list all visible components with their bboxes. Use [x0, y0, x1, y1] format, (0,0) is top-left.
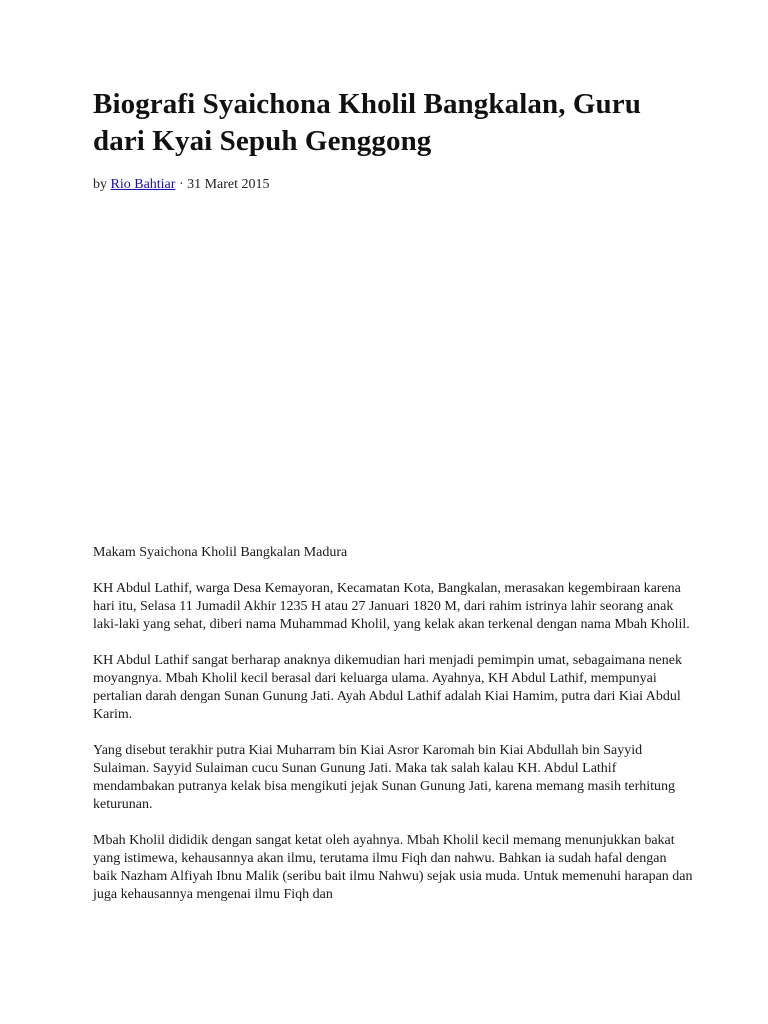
byline-prefix: by — [93, 177, 111, 192]
article — [93, 86, 693, 904]
article-title: Biografi Syaichona Kholil Bangkalan, Guru dari Kyai Sepuh Genggong — [93, 88, 641, 157]
author-link[interactable]: Rio Bahtiar — [110, 177, 176, 192]
image-caption: Makam Syaichona Kholil Bangkalan Madura — [93, 545, 348, 560]
byline — [93, 176, 693, 194]
paragraph-1: KH Abdul Lathif, warga Desa Kemayoran, Kecamatan Kota, Bangkalan, merasakan kegembiraan karena hari itu, Selasa 11 Jumadil Akhir 1235 H atau 27 Januari 1820 M, dari rahim istrinya lahir seorang anak laki-laki yang sehat, diberi nama Muhammad Kholil, yang kelak akan terkenal dengan nama Mbah Kholil. — [93, 581, 690, 632]
paragraph-2: KH Abdul Lathif sangat berharap anaknya dikemudian hari menjadi pemimpin umat, sebagaimana nenek moyangnya. Mbah Kholil kecil berasal dari keluarga ulama. Ayahnya, KH Abdul Lathif, mempunyai pertalian darah dengan Sunan Gunung Jati. Ayah Abdul Lathif adalah Kiai Hamim, putra dari Kiai Abdul Karim. — [93, 653, 682, 722]
paragraph-3: Yang disebut terakhir putra Kiai Muharram bin Kiai Asror Karomah bin Kiai Abdullah bin Sayyid Sulaiman. Sayyid Sulaiman cucu Sunan Gunung Jati. Maka tak salah kalau KH. Abdul Lathif mendambakan putranya kelak bisa mengikuti jejak Sunan Gunung Jati, karena memang masih terhitung keturunan. — [93, 743, 676, 812]
article-image-placeholder — [93, 194, 693, 544]
publish-date: 31 Maret 2015 — [187, 177, 270, 192]
paragraph-4: Mbah Kholil dididik dengan sangat ketat oleh ayahnya. Mbah Kholil kecil memang menunjukkan bakat yang istimewa, kehausannya akan ilmu, terutama ilmu Fiqh dan nahwu. Bahkan ia sudah hafal dengan baik Nazham Alfiyah Ibnu Malik (seribu bait ilmu Nahwu) sejak usia muda. Untuk memenuhi harapan dan juga kehausannya mengenai ilmu Fiqh dan — [93, 833, 693, 902]
byline-separator: · — [175, 177, 188, 192]
